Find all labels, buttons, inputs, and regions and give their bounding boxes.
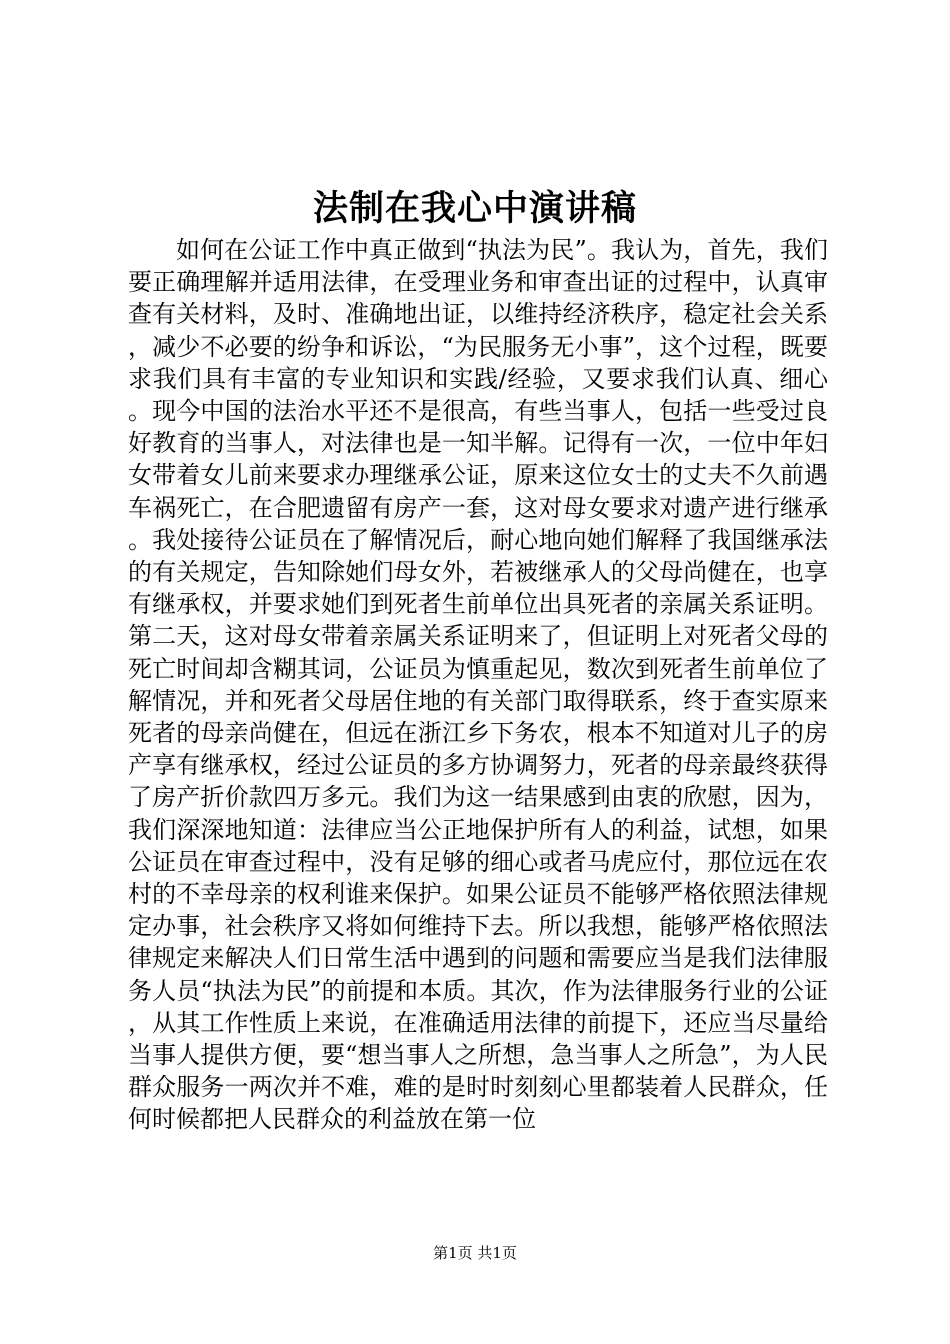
page-title: 法制在我心中演讲稿 (312, 188, 637, 229)
body-paragraph: 如何在公证工作中真正做到“执法为民”。我认为，首先，我们要正确理解并适用法律，在受理业务和审查出证的过程中，认真审查有关材料，及时、准确地出证，以维持经济秩序，稳定社会关系，减少不必要的纷争和诉讼，“为民服务无小事”，这个过程，既要求我们具有丰富的专业知识和实践/经验，又要求我们认真、细心。现今中国的法治水平还不是很高，有些当事人，包括一些受过良好教育的当事人，对法律也是一知半解。记得有一次，一位中年妇女带着女儿前来要求办理继承公证，原来这位女士的丈夫不久前遇车祸死亡，在合肥遗留有房产一套，这对母女要求对遗产进行继承。我处接待公证员在了解情况后，耐心地向她们解释了我国继承法的有关规定，告知除她们母女外，若被继承人的父母尚健在，也享有继承权，并要求她们到死者生前单位出具死者的亲属关系证明。第二天，这对母女带着亲属关系证明来了，但证明上对死者父母的死亡时间却含糊其词，公证员为慎重起见，数次到死者生前单位了解情况，并和死者父母居住地的有关部门取得联系，终于查实原来死者的母亲尚健在，但远在浙江乡下务农，根本不知道对儿子的房产享有继承权，经过公证员的多方协调努力，死者的母亲最终获得了房产折价款四万多元。我们为这一结果感到由衷的欣慰，因为，我们深深地知道：法律应当公正地保护所有人的利益，试想，如果公证员在审查过程中，没有足够的细心或者马虎应付，那位远在农村的不幸母亲的权利谁来保护。如果公证员不能够严格依照法律规定办事，社会秩序又将如何维持下去。所以我想，能够严格依照法律规定来解决人们日常生活中遇到的问题和需要应当是我们法律服务人员“执法为民”的前提和本质。其次，作为法律服务行业的公证，从其工作性质上来说，在准确适用法律的前提下，还应当尽量给当事人提供方便，要“想当事人之所想，急当事人之所急”，为人民群众服务一两次并不难，难的是时时刻刻心里都装着人民群众，任何时候都把人民群众的利益放在第一位 (128, 236, 828, 1134)
page-footer: 第1页 共1页 (433, 1244, 517, 1262)
